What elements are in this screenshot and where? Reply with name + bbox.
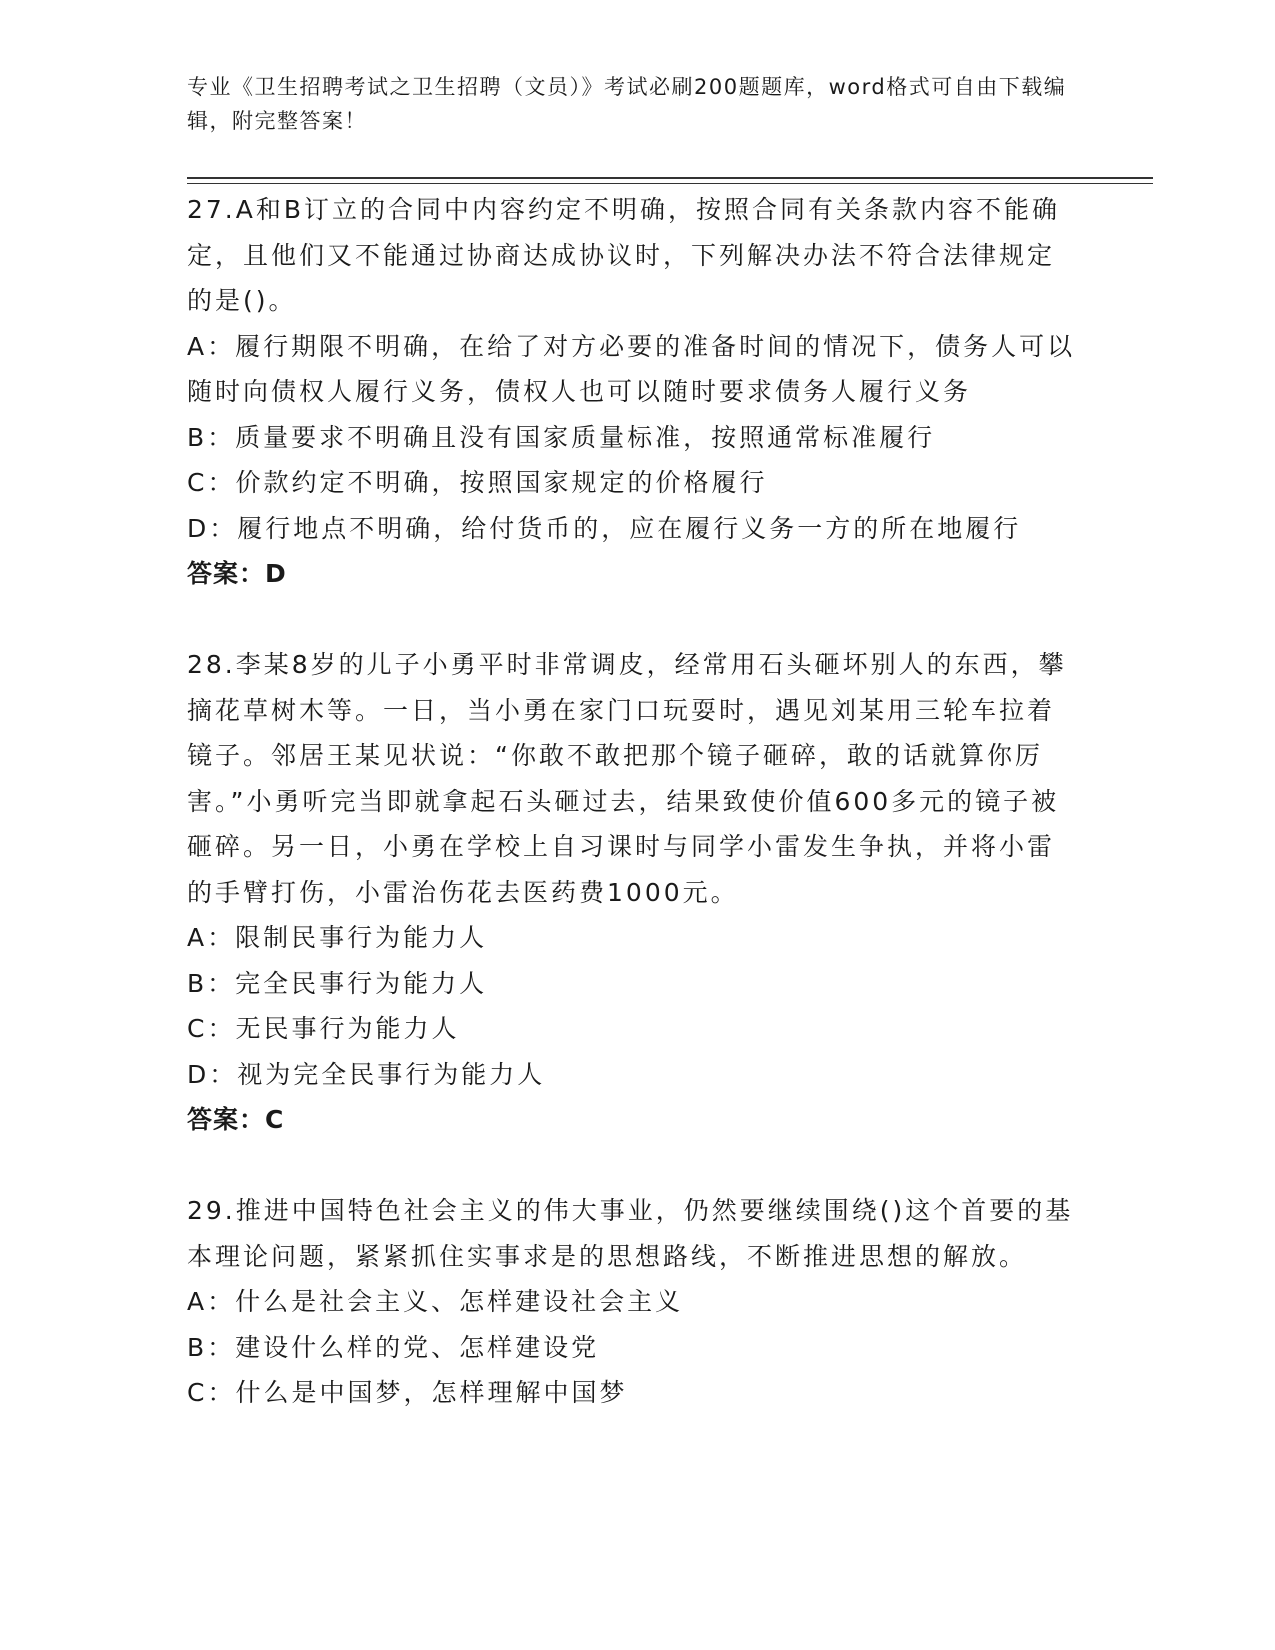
option-b: B：质量要求不明确且没有国家质量标准，按照通常标准履行 [187, 422, 936, 452]
option-a: A：什么是社会主义、怎样建设社会主义 [187, 1287, 684, 1316]
option-d: D：视为完全民事行为能力人 [187, 1059, 546, 1089]
option-d: D：履行地点不明确，给付货币的，应在履行义务一方的所在地履行 [187, 513, 1022, 543]
option-b: B：建设什么样的党、怎样建设党 [187, 1332, 600, 1362]
option-c: C：无民事行为能力人 [187, 1014, 460, 1043]
question-28 [187, 642, 1077, 1143]
header-divider-thin [187, 183, 1153, 184]
question-29 [187, 1188, 1077, 1416]
option-c: C：价款约定不明确，按照国家规定的价格履行 [187, 468, 768, 497]
option-b: B：完全民事行为能力人 [187, 968, 488, 998]
question-spacer [187, 597, 1077, 643]
question-list [187, 187, 1077, 1416]
question-text: 29.推进中国特色社会主义的伟大事业，仍然要继续围绕()这个首要的基本理论问题，紧紧抓住实事求是的思想路线，不断推进思想的解放。 [187, 1196, 1074, 1271]
document-header: 专业《卫生招聘考试之卫生招聘（文员）》考试必刷200题题库，word格式可自由下载编辑，附完整答案！ [187, 75, 1067, 133]
option-a: A：限制民事行为能力人 [187, 923, 488, 952]
question-text: 27.A和B订立的合同中内容约定不明确，按照合同有关条款内容不能确定，且他们又不能通过协商达成协议时，下列解决办法不符合法律规定的是()。 [187, 195, 1061, 315]
option-c: C：什么是中国梦，怎样理解中国梦 [187, 1378, 628, 1407]
option-a: A：履行期限不明确，在给了对方必要的准备时间的情况下，债务人可以随时向债权人履行义务，债权人也可以随时要求债务人履行义务 [187, 331, 1076, 406]
question-spacer [187, 1143, 1077, 1189]
question-text: 28.李某8岁的儿子小勇平时非常调皮，经常用石头砸坏别人的东西，攀摘花草树木等。一日，当小勇在家门口玩耍时，遇见刘某用三轮车拉着镜子。邻居王某见状说：“你敢不敢把那个镜子砸碎，敢的话就算你厉害。”小勇听完当即就拿起石头砸过去，结果致使价值600多元的镜子被砸碎。另一日，小勇在学校上自习课时与同学小雷发生争执，并将小雷的手臂打伤，小雷治伤花去医药费1000元。 [187, 650, 1067, 907]
header-divider [187, 177, 1153, 179]
answer-line: 答案：C [187, 1105, 285, 1134]
question-27 [187, 187, 1077, 597]
answer-line: 答案：D [187, 559, 287, 588]
